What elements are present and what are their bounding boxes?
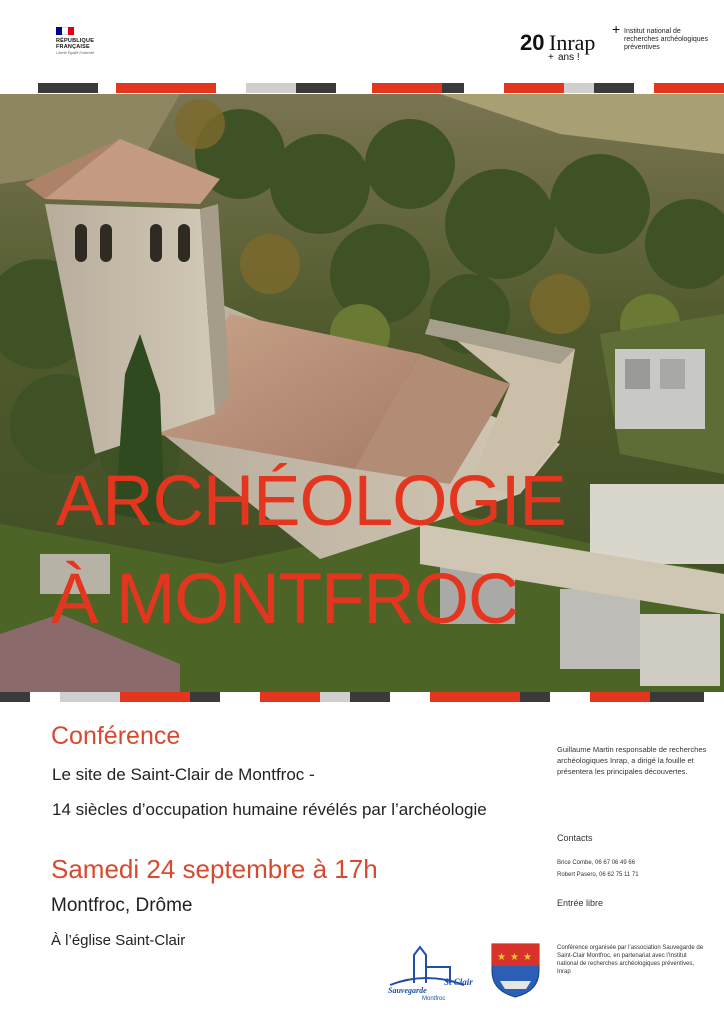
organizer-note: Conférence organisée par l’association Sauvegarde de Saint-Clair Montfroc, en partenariat avec l’Institut national de recherches archéologiques préventives, Inrap — [557, 945, 704, 975]
inrap-subtitle: Institut national de recherches archéologiques préventives — [624, 28, 709, 51]
event-venue: À l’église Saint-Clair — [51, 932, 186, 949]
contact-1: Brice Combe, 06 67 06 49 66 — [557, 860, 636, 866]
association-word-3: Montfroc — [422, 996, 446, 1001]
republique-motto: Liberté Égalité Fraternité — [56, 51, 95, 55]
event-type: Conférence — [51, 722, 181, 750]
association-word-2: St Clair — [444, 977, 473, 987]
association-word-1: Sauvegarde — [388, 986, 427, 995]
headline — [0, 94, 724, 692]
headline-line-2: À MONTFROC — [51, 560, 519, 639]
inrap-anniversary-number: 20 — [520, 30, 545, 55]
svg-text:★: ★ — [497, 952, 506, 963]
contact-2: Robert Pasero, 06 62 75 11 71 — [557, 872, 639, 878]
republique-line-1: RÉPUBLIQUE — [56, 38, 95, 44]
republique-francaise-logo — [56, 27, 102, 55]
bottom-decorative-stripe — [0, 692, 724, 702]
contacts-heading: Contacts — [557, 833, 593, 843]
plus-icon: + — [548, 52, 554, 63]
speaker-description: Guillaume Martin responsable de recherches archéologiques Inrap, a dirigé la fouille et présentera les principales découvertes. — [557, 745, 707, 776]
svg-text:★: ★ — [510, 952, 519, 963]
french-flag-icon — [56, 27, 74, 35]
top-decorative-stripe — [0, 83, 724, 93]
headline-line-1: ARCHÉOLOGIE — [56, 462, 566, 541]
entry-info: Entrée libre — [557, 898, 604, 908]
event-place: Montfroc, Drôme — [51, 895, 193, 916]
association-logo — [386, 941, 481, 1001]
montfroc-crest-icon — [488, 941, 543, 999]
inrap-years-label: ans ! — [558, 52, 580, 63]
inrap-logo — [520, 21, 710, 68]
republique-line-2: FRANÇAISE — [56, 44, 90, 50]
svg-text:★: ★ — [523, 952, 532, 963]
event-title-line-2: 14 siècles d’occupation humaine révélés par l’archéologie — [52, 800, 487, 819]
event-title-line-1: Le site de Saint-Clair de Montfroc - — [52, 765, 315, 784]
plus-icon: + — [612, 21, 621, 37]
event-date: Samedi 24 septembre à 17h — [51, 854, 378, 884]
aerial-church-photo — [0, 94, 724, 692]
inrap-name: Inrap — [549, 30, 596, 55]
contacts-list — [557, 857, 707, 881]
